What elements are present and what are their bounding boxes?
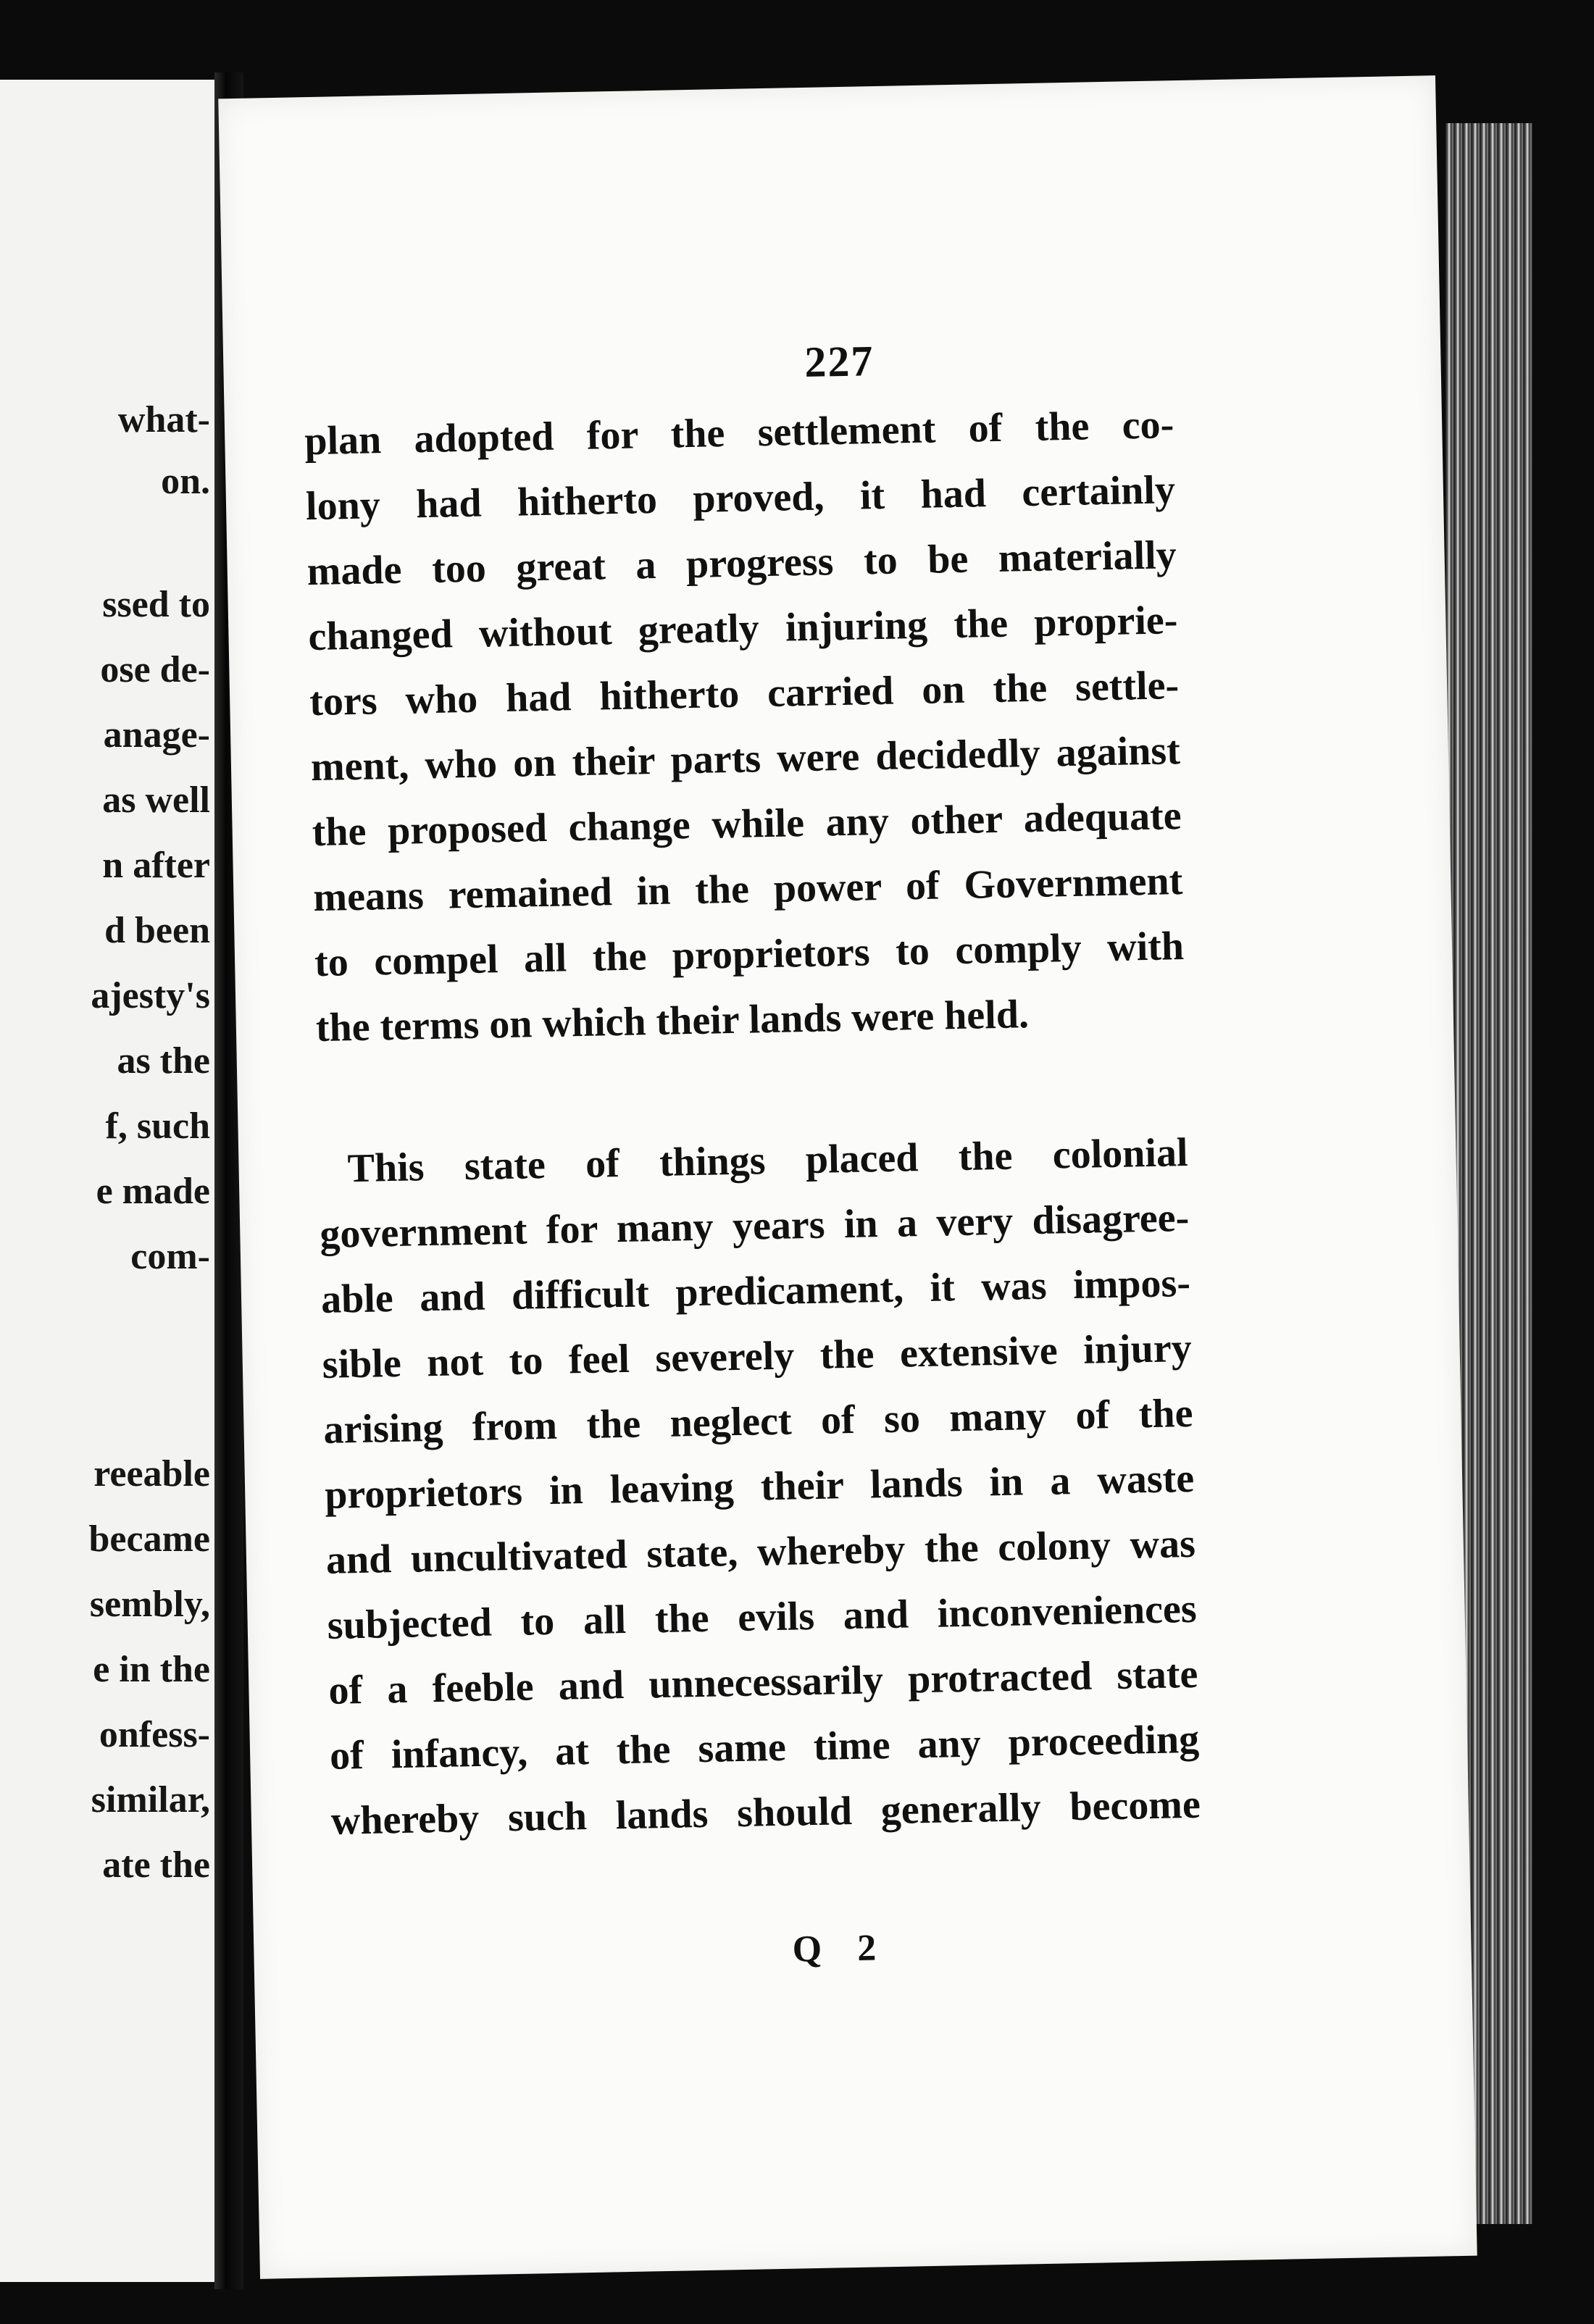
left-page-line: n after [102, 845, 210, 886]
main-page [218, 75, 1477, 2279]
left-page-line: ate the [102, 1844, 210, 1886]
text-line: government for many years in a very disagree- [319, 1195, 1190, 1257]
text-line: plan adopted for the settlement of the co- [304, 402, 1174, 464]
text-line: changed without greatly injuring the proprie- [307, 598, 1178, 660]
text-line: subjected to all the evils and inconveniences [327, 1586, 1198, 1648]
left-page-line: reeable [93, 1453, 210, 1495]
text-line: means remained in the power of Government [312, 858, 1183, 921]
left-page-line: ssed to [102, 584, 210, 625]
left-page-line: became [88, 1518, 210, 1560]
left-page-line: similar, [91, 1779, 210, 1821]
left-page-line: f, such [105, 1105, 210, 1147]
text-line: ment, who on their parts were decidedly against [310, 728, 1181, 790]
text-line: sible not to feel severely the extensive injury [322, 1325, 1193, 1387]
text-line: arising from the neglect of so many of the [322, 1390, 1193, 1452]
left-page-line: as well [102, 779, 210, 821]
left-page-line: ajesty's [91, 975, 210, 1016]
left-facing-page [0, 80, 217, 2282]
text-line: whereby such lands should generally become [330, 1781, 1201, 1844]
text-line: lony had hitherto proved, it had certainly [305, 467, 1176, 530]
left-page-line: onfess- [99, 1714, 210, 1755]
page-number: 227 [804, 337, 875, 386]
text-line: of a feeble and unnecessarily protracted state [327, 1651, 1198, 1713]
text-line: the terms on which their lands were held. [315, 992, 1030, 1051]
text-line: tors who had hitherto carried on the settle- [309, 663, 1180, 725]
text-line: This state of things placed the colonial [347, 1129, 1189, 1192]
left-page-line: e in the [93, 1649, 210, 1690]
signature-mark: Q 2 [792, 1927, 890, 1970]
left-page-line: sembly, [89, 1584, 210, 1625]
paragraph [304, 392, 1185, 1061]
text-line: to compel all the proprietors to comply with [314, 924, 1185, 986]
text-line: of infancy, at the same time any proceeding [329, 1716, 1200, 1778]
left-page-line: what- [117, 399, 210, 440]
left-page-line: com- [130, 1236, 210, 1277]
left-page-line: as the [117, 1040, 210, 1082]
text-line: and uncultivated state, whereby the colony was [325, 1521, 1196, 1583]
left-page-line: d been [104, 910, 210, 951]
left-page-line: on. [161, 461, 210, 502]
paragraph [318, 1120, 1201, 1854]
text-line: able and difficult predicament, it was impos- [320, 1260, 1191, 1322]
text-line: the proposed change while any other adequate [312, 793, 1182, 856]
left-page-line: e made [96, 1171, 210, 1212]
left-page-line: ose de- [100, 649, 210, 690]
left-page-line: anage- [103, 714, 210, 756]
text-line: proprietors in leaving their lands in a waste [324, 1455, 1195, 1518]
text-line: made too great a progress to be materially [306, 532, 1177, 595]
